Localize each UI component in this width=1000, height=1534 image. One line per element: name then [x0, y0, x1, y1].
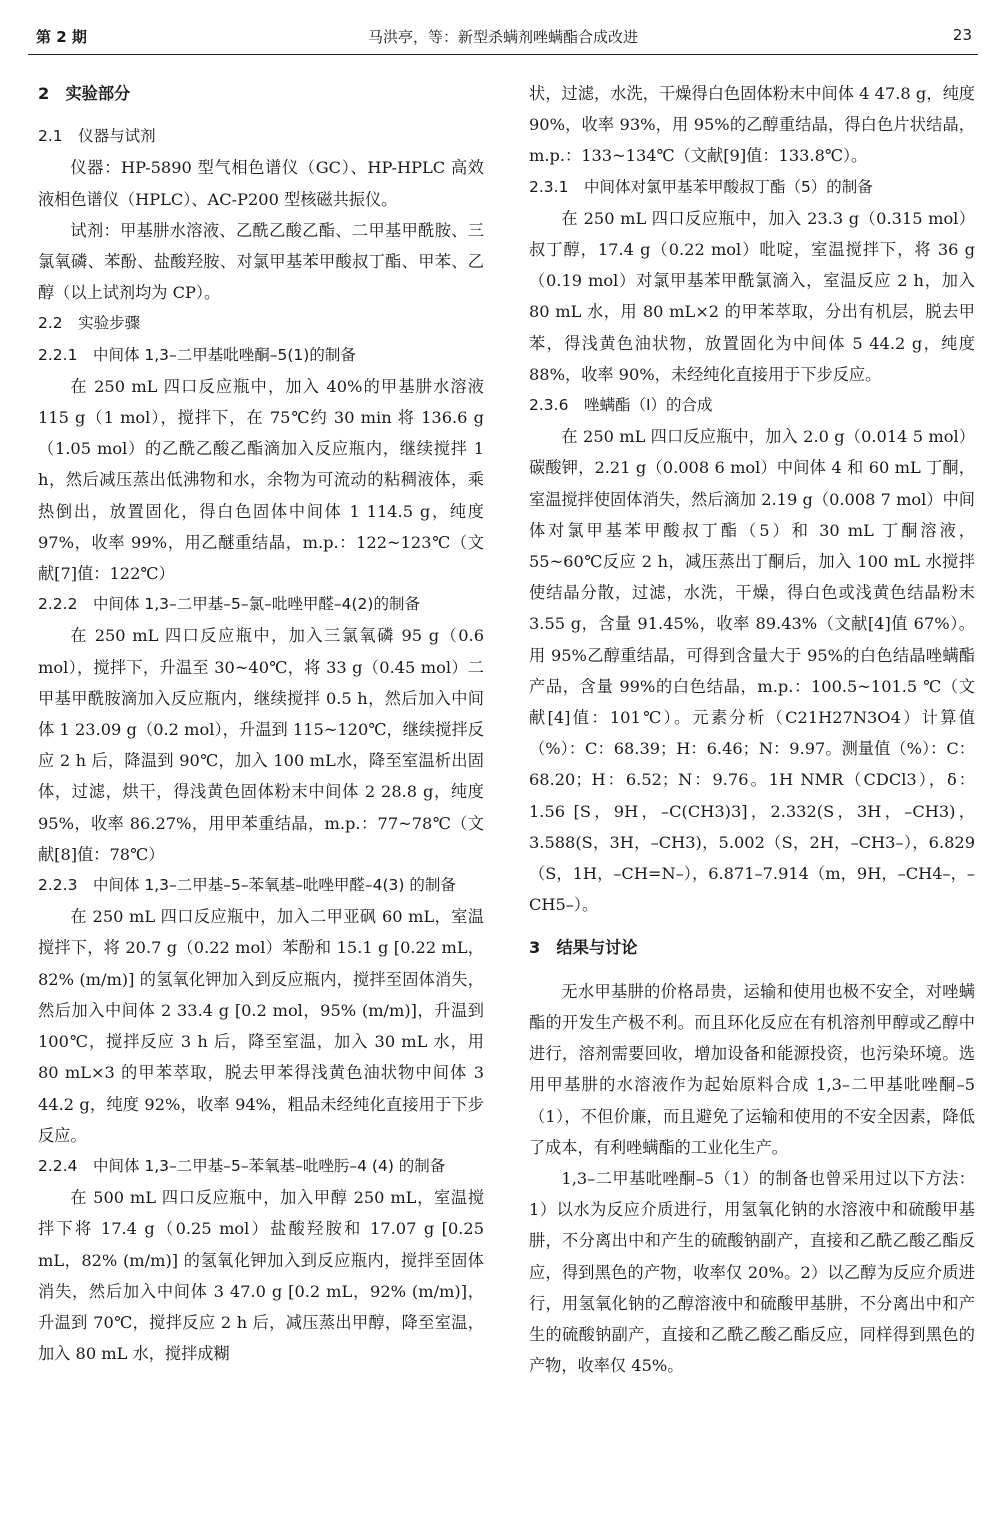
subsubsection-heading: 2.2.1 中间体 1,3–二甲基吡唑酮–5(1)的制备 [38, 345, 356, 364]
page-number: 23 [952, 26, 972, 44]
subsection-heading: 2.3.6 唑螨酯（I）的合成 [529, 396, 713, 415]
paragraph: 在 250 mL 四口反应瓶中，加入 23.3 g（0.315 mol）叔丁醇，17.4 g（0.22 mol）吡啶，室温搅拌下，将 36 g（0.19 mol）对氯甲基苯甲酰氯滴入，室温反应 2 h，加入 80 mL 水，用 80 mL×2 的甲苯萃取，分出有机层，脱去甲苯，得浅黄色油状物，放置固化为中间体 5 44.2 g，纯度 88%，收率 90%，未经纯化直接用于下步反应。 [529, 208, 975, 384]
paragraph: 试剂：甲基肼水溶液、乙酰乙酸乙酯、二甲基甲酰胺、三氯氧磷、苯酚、盐酸羟胺、对氯甲基苯甲酸叔丁酯、甲苯、乙醇（以上试剂均为 CP）。 [38, 220, 484, 303]
paragraph: 1,3–二甲基吡唑酮–5（1）的制备也曾采用过以下方法：1）以水为反应介质进行，用氢氧化钠的水溶液中和硫酸甲基肼，不分离出中和产生的硫酸钠副产，直接和乙酰乙酸乙酯反应，得到黑色的产物，收率仅 20%。2）以乙醇为反应介质进行，用氢氧化钠的乙醇溶液中和硫酸甲基肼，不分离出中和产生的硫酸钠副产，直接和乙酰乙酸乙酯反应，同样得到黑色的产物，收率仅 45%。 [529, 1168, 975, 1376]
paragraph: 在 250 mL 四口反应瓶中，加入 40%的甲基肼水溶液 115 g（1 mol），搅拌下，在 75℃约 30 min 将 136.6 g（1.05 mol）的乙酰乙酸乙酯滴加入反应瓶内，继续搅拌 1 h，然后减压蒸出低沸物和水，余物为可流动的粘稠液体，乘热倒出，放置固化，得白色固体中间体 1 114.5 g，纯度 97%，收率 99%，用乙醚重结晶，m.p.：122~123℃（文献[7]值：122℃） [38, 376, 484, 584]
left-column [38, 78, 484, 1369]
subsubsection-heading: 2.2.4 中间体 1,3–二甲基–5–苯氧基–吡唑肟–4 (4) 的制备 [38, 1156, 446, 1175]
running-header [28, 10, 978, 55]
subsubsection-heading: 2.2.2 中间体 1,3–二甲基–5–氯–吡唑甲醛–4(2)的制备 [38, 595, 420, 614]
paragraph: 无水甲基肼的价格昂贵，运输和使用也极不安全，对唑螨酯的开发生产极不利。而且环化反应在有机溶剂甲醇或乙醇中进行，溶剂需要回收，增加设备和能源投资，也污染环境。选用甲基肼的水溶液作为起始原料合成 1,3–二甲基吡唑酮–5（1），不但价廉，而且避免了运输和使用的不安全因素，降低了成本，有利唑螨酯的工业化生产。 [529, 981, 975, 1157]
subsection-heading: 2.1 仪器与试剂 [38, 127, 156, 146]
paragraph: 在 500 mL 四口反应瓶中，加入甲醇 250 mL，室温搅拌下将 17.4 g（0.25 mol）盐酸羟胺和 17.07 g [0.25 mL，82% (m/m)] 的氢氧化钾加入到反应瓶内，搅拌至固体消失，然后加入中间体 3 47.0 g [0.2 mL，92% (m/m)]，升温到 70℃，搅拌反应 2 h 后，减压蒸出甲醇，降至室温，加入 80 mL 水，搅拌成糊 [38, 1188, 484, 1364]
right-column [529, 78, 975, 1381]
issue-label: 第 2 期 [36, 28, 87, 46]
section-heading: 3 结果与讨论 [529, 938, 638, 958]
running-title: 马洪亭，等：新型杀螨剂唑螨酯合成改进 [367, 28, 638, 46]
paragraph: 在 250 mL 四口反应瓶中，加入二甲亚砜 60 mL，室温搅拌下，将 20.7 g（0.22 mol）苯酚和 15.1 g [0.22 mL，82% (m/m)] 的氢氧化钾加入到反应瓶内，搅拌至固体消失，然后加入中间体 2 33.4 g [0.2 mol，95% (m/m)]，升温到 100℃，搅拌反应 3 h 后，降至室温，加入 30 mL 水，用 80 mL×3 的甲苯萃取，脱去甲苯得浅黄色油状物中间体 3 44.2 g，纯度 92%，收率 94%，粗品未经纯化直接用于下步反应。 [38, 907, 484, 1145]
paragraph-continued: 状，过滤，水洗，干燥得白色固体粉末中间体 4 47.8 g，纯度 90%，收率 93%，用 95%的乙醇重结晶，得白色片状结晶，m.p.：133~134℃（文献[9]值：133.8℃）。 [529, 84, 975, 166]
paragraph: 仪器：HP-5890 型气相色谱仪（GC）、HP-HPLC 高效液相色谱仪（HPLC）、AC-P200 型核磁共振仪。 [38, 158, 484, 209]
paragraph: 在 250 mL 四口反应瓶中，加入 2.0 g（0.014 5 mol）碳酸钾，2.21 g（0.008 6 mol）中间体 4 和 60 mL 丁酮，室温搅拌使固体消失，然后滴加 2.19 g（0.008 7 mol）中间体对氯甲基苯甲酸叔丁酯（5）和 30 mL 丁酮溶液，55~60℃反应 2 h，减压蒸出丁酮后，加入 100 mL 水搅拌使结晶分散，过滤，水洗，干燥，得白色或浅黄色结晶粉末 3.55 g，含量 91.45%，收率 89.43%（文献[4]值 67%）。用 95%乙醇重结晶，可得到含量大于 95%的白色结晶唑螨酯产品，含量 99%的白色结晶，m.p.：100.5~101.5 ℃（文献[4]值：101℃）。元素分析（C21H27N3O4）计算值（%）：C：68.39；H：6.46；N：9.97。测量值（%）：C：68.20；H：6.52；N：9.76。1H NMR（CDCl3），δ：1.56 [S，9H，–C(CH3)3]，2.332(S，3H，–CH3)，3.588(S，3H，–CH3)，5.002（S，2H，–CH3–），6.829（S，1H，–CH=N–），6.871–7.914（m，9H，–CH4–，–CH5–）。 [529, 427, 975, 915]
paragraph: 在 250 mL 四口反应瓶中，加入三氯氧磷 95 g（0.6 mol），搅拌下，升温至 30~40℃，将 33 g（0.45 mol）二甲基甲酰胺滴加入反应瓶内，继续搅拌 0.5 h，然后加入中间体 1 23.09 g（0.2 mol），升温到 115~120℃，继续搅拌反应 2 h 后，降温到 90℃，加入 100 mL水，降至室温析出固体，过滤，烘干，得浅黄色固体粉末中间体 2 28.8 g，纯度 95%，收率 86.27%，用甲苯重结晶，m.p.：77~78℃（文献[8]值：78℃） [38, 626, 484, 864]
subsubsection-heading: 2.2.3 中间体 1,3–二甲基–5–苯氧基–吡唑甲醛–4(3) 的制备 [38, 876, 456, 895]
section-heading: 2 实验部分 [38, 84, 131, 103]
subsection-heading: 2.3.1 中间体对氯甲基苯甲酸叔丁酯（5）的制备 [529, 177, 873, 196]
subsection-heading: 2.2 实验步骤 [38, 314, 141, 333]
